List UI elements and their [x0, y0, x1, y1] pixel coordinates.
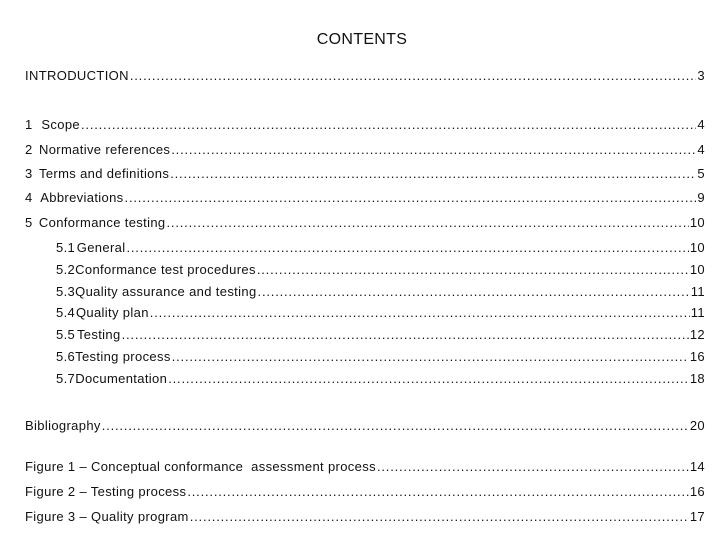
toc-entry-number: 1: [25, 117, 33, 132]
toc-subentry-documentation[interactable]: [56, 371, 705, 389]
toc-entry-figure-1[interactable]: [25, 459, 705, 477]
toc-entry-label: Figure 2 – Testing process: [25, 484, 187, 499]
toc-subentry-testing[interactable]: [56, 327, 705, 345]
toc-entry-page: 3: [697, 68, 705, 83]
toc-entry-page: 5: [697, 166, 705, 181]
toc-entry-figure-3[interactable]: [25, 509, 705, 527]
toc-subentry-quality-plan[interactable]: [56, 305, 705, 323]
toc-entry-page: 11: [690, 305, 705, 320]
toc-entry-page: 4: [697, 117, 705, 132]
toc-entry-conformance-testing[interactable]: [25, 215, 705, 233]
toc-entry-page: 10: [689, 240, 705, 255]
toc-entry-page: 4: [697, 142, 705, 157]
toc-entry-page: 14: [689, 459, 705, 474]
dot-leader: [130, 68, 697, 83]
toc-entry-number: 4: [25, 190, 33, 205]
toc-entry-page: 12: [689, 327, 705, 342]
dot-leader: [172, 349, 689, 364]
toc-entry-page: 20: [689, 418, 705, 433]
toc-entry-label: Conformance test procedures: [75, 262, 256, 277]
toc-subentry-testing-process[interactable]: [56, 349, 705, 367]
dot-leader: [258, 284, 690, 299]
toc-entry-label: Normative references: [38, 142, 171, 157]
dot-leader: [171, 142, 696, 157]
dot-leader: [102, 418, 689, 433]
dot-leader: [187, 484, 688, 499]
toc-entry-scope[interactable]: [25, 117, 705, 135]
toc-entry-label: Conformance testing: [38, 215, 166, 230]
toc-entry-number: 5.1: [56, 240, 76, 255]
toc-entry-label: Terms and definitions: [39, 166, 170, 181]
dot-leader: [150, 305, 690, 320]
toc-entry-figure-2[interactable]: [25, 484, 705, 502]
toc-entry-label: Quality assurance and testing: [75, 284, 257, 299]
toc-entry-label: Figure 3 – Quality program: [25, 509, 189, 524]
toc-entry-page: 16: [689, 484, 705, 499]
toc-entry-number: 2: [25, 142, 33, 157]
toc-entry-label: Figure 1 – Conceptual conformance assessment process: [25, 459, 376, 474]
toc-entry-label: Testing process: [75, 349, 171, 364]
toc-entry-label: Bibliography: [25, 418, 101, 433]
toc-entry-number: 5.4: [56, 305, 76, 320]
toc-entry-number: 5.3: [56, 284, 76, 299]
dot-leader: [190, 509, 689, 524]
toc-entry-label: Abbreviations: [40, 190, 124, 205]
toc-entry-page: 10: [689, 262, 705, 277]
dot-leader: [81, 117, 696, 132]
page-title: CONTENTS: [316, 31, 408, 48]
toc-subentry-general[interactable]: [56, 240, 705, 258]
toc-entry-bibliography[interactable]: [25, 418, 705, 436]
toc-entry-number: 5.7: [56, 371, 76, 386]
dot-leader: [167, 215, 689, 230]
toc-entry-label: Quality plan: [75, 305, 149, 320]
toc-entry-label: General: [76, 240, 126, 255]
toc-entry-number: 5.6: [56, 349, 76, 364]
toc-entry-introduction[interactable]: [25, 68, 705, 86]
toc-entry-number: 5.5: [56, 327, 76, 342]
dot-leader: [125, 190, 697, 205]
toc-entry-number: 5.2: [56, 262, 76, 277]
toc-entry-normative-references[interactable]: [25, 142, 705, 160]
toc-subentry-conformance-test-procedures[interactable]: [56, 262, 705, 280]
toc-entry-label: INTRODUCTION: [25, 68, 129, 83]
dot-leader: [168, 371, 689, 386]
toc-entry-label: Scope: [41, 117, 80, 132]
dot-leader: [170, 166, 696, 181]
toc-entry-label: Testing: [76, 327, 121, 342]
toc-entry-page: 9: [697, 190, 705, 205]
toc-entry-number: 5: [25, 215, 33, 230]
toc-entry-page: 17: [689, 509, 705, 524]
dot-leader: [126, 240, 688, 255]
toc-entry-page: 10: [689, 215, 705, 230]
toc-entry-page: 11: [690, 284, 705, 299]
dot-leader: [257, 262, 689, 277]
toc-entry-label: Documentation: [75, 371, 168, 386]
dot-leader: [377, 459, 689, 474]
toc-entry-terms-and-definitions[interactable]: [25, 166, 705, 184]
toc-entry-page: 18: [689, 371, 705, 386]
toc-subentry-quality-assurance[interactable]: [56, 284, 705, 302]
dot-leader: [122, 327, 689, 342]
toc-entry-number: 3: [25, 166, 33, 181]
toc-entry-page: 16: [689, 349, 705, 364]
toc-entry-abbreviations[interactable]: [25, 190, 705, 208]
